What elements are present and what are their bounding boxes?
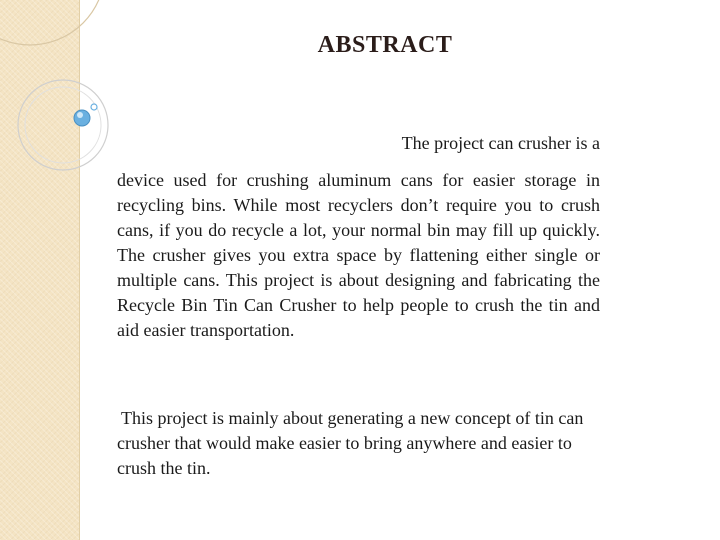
deco-dot-blue: [74, 110, 90, 126]
deco-dot-small: [91, 104, 97, 110]
deco-dot-highlight: [77, 112, 83, 118]
abstract-body-paragraph: device used for crushing aluminum cans for easier storage in recycling bins. While most recyclers don’t require you to crush cans, if you do recycle a lot, your normal bin may fill up quickly. The crusher gives you extra space by flattening either single or multiple cans. This project is about designing and fabricating the Recycle Bin Tin Can Crusher to help people to crush the tin and aid easier transportation.: [117, 170, 600, 340]
abstract-lead-line: The project can crusher is a: [401, 133, 600, 153]
slide-title: ABSTRACT: [317, 32, 453, 58]
deco-ring-large: [18, 80, 108, 170]
deco-ring-inner: [25, 87, 101, 163]
abstract-second-paragraph: This project is mainly about generating a new concept of tin can crusher that would make easier to bring anywhere and easier to crush the tin.: [117, 408, 584, 478]
